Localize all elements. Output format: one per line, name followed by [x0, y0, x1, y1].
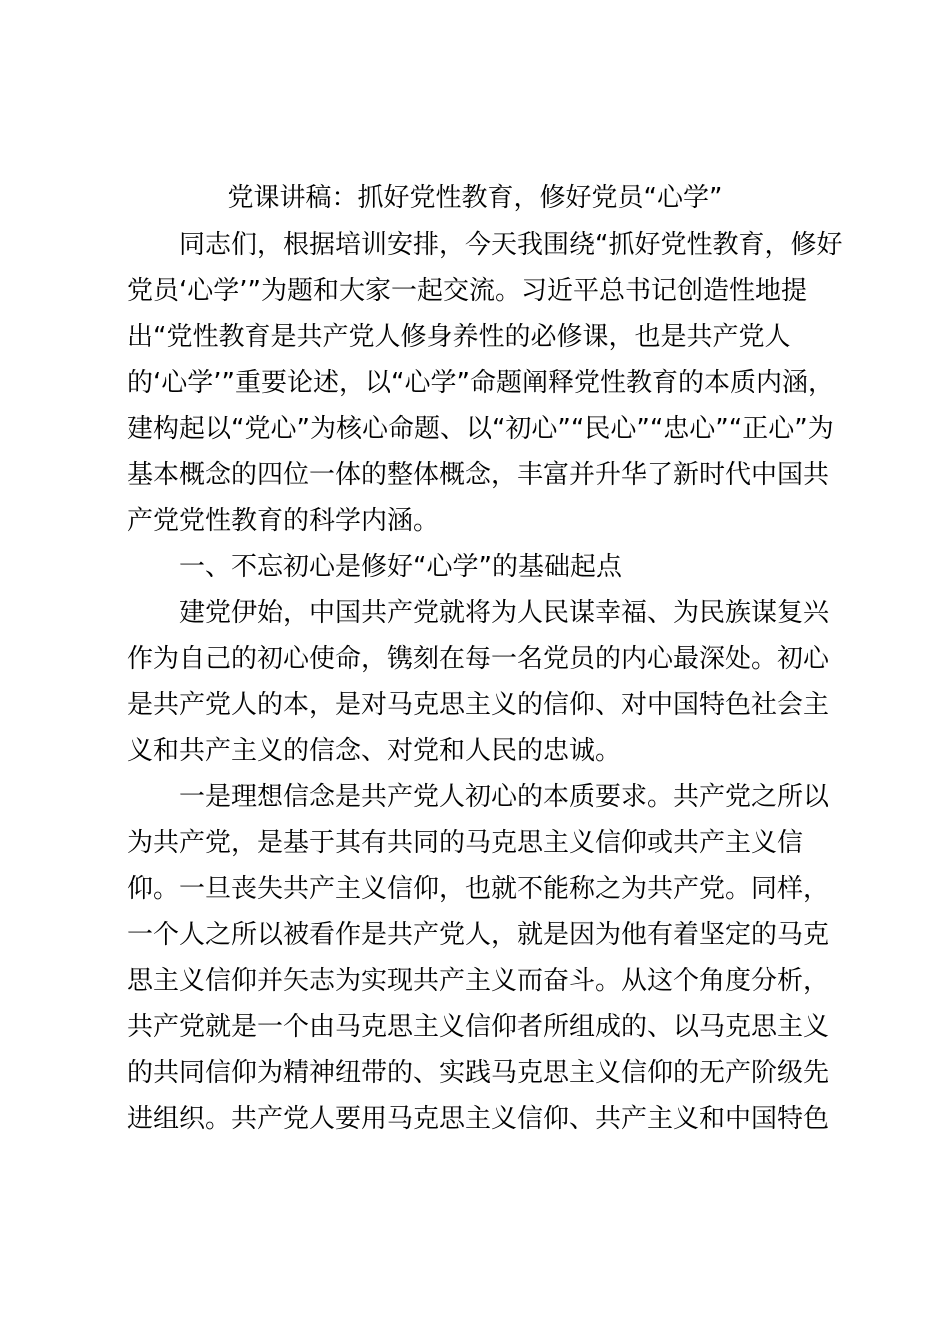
- paragraph-line: 建党伊始，中国共产党就将为人民谋幸福、为民族谋复兴: [179, 598, 830, 628]
- paragraph-line: 出“党性教育是共产党人修身养性的必修课，也是共产党人: [127, 322, 791, 352]
- paragraph-line: 一个人之所以被看作是共产党人，就是因为他有着坚定的马克: [127, 920, 830, 950]
- section-heading: 一、不忘初心是修好“心学”的基础起点: [179, 552, 622, 582]
- paragraph-line: 建构起以“党心”为核心命题、以“初心”“民心”“忠心”“正心”为: [127, 414, 834, 444]
- paragraph-line: 仰。一旦丧失共产主义信仰，也就不能称之为共产党。同样，: [127, 874, 830, 904]
- paragraph-line: 基本概念的四位一体的整体概念，丰富并升华了新时代中国共: [127, 460, 830, 490]
- paragraph-line: 作为自己的初心使命，镌刻在每一名党员的内心最深处。初心: [127, 644, 830, 674]
- paragraph-line: 党员‘心学’”为题和大家一起交流。习近平总书记创造性地提: [127, 276, 807, 306]
- paragraph-line: 一是理想信念是共产党人初心的本质要求。共产党之所以: [179, 782, 830, 812]
- paragraph-line: 为共产党，是基于其有共同的马克思主义信仰或共产主义信: [127, 828, 804, 858]
- paragraph-line: 思主义信仰并矢志为实现共产主义而奋斗。从这个角度分析，: [127, 966, 830, 996]
- paragraph-line: 是共产党人的本，是对马克思主义的信仰、对中国特色社会主: [127, 690, 830, 720]
- paragraph-line: 的共同信仰为精神纽带的、实践马克思主义信仰的无产阶级先: [127, 1058, 830, 1088]
- paragraph-line: 产党党性教育的科学内涵。: [127, 506, 440, 536]
- paragraph-line: 共产党就是一个由马克思主义信仰者所组成的、以马克思主义: [127, 1012, 830, 1042]
- paragraph-line: 义和共产主义的信念、对党和人民的忠诚。: [127, 736, 622, 766]
- paragraph-line: 同志们，根据培训安排，今天我围绕“抓好党性教育，修好: [179, 230, 843, 260]
- paragraph-line: 的‘心学’”重要论述，以“心学”命题阐释党性教育的本质内涵，: [127, 368, 834, 398]
- document-title: 党课讲稿：抓好党性教育，修好党员“心学”: [227, 183, 723, 213]
- paragraph-line: 进组织。共产党人要用马克思主义信仰、共产主义和中国特色: [127, 1104, 830, 1134]
